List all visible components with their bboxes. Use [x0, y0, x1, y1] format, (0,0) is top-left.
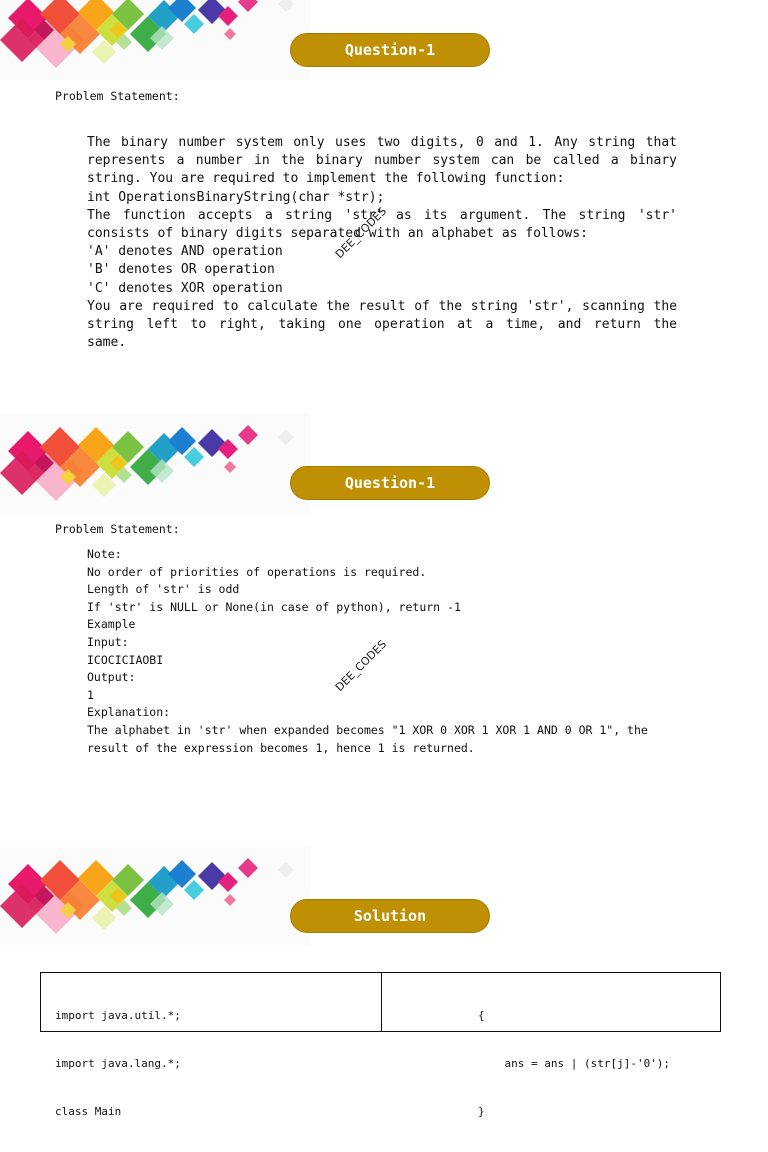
text-line: represents a number in the binary number system can be called a binary [87, 153, 677, 169]
watermark: DEE_CODES [332, 637, 390, 694]
solution-heading-pill [290, 899, 490, 933]
slide-solution [0, 866, 768, 1118]
code-table [40, 972, 721, 1118]
text-line: The alphabet in 'str' when expanded becomes "1 XOR 0 XOR 1 XOR 1 AND 0 OR 1", the [87, 722, 648, 737]
text-line: Output: [87, 670, 136, 685]
problem-statement-label: Problem Statement: [55, 522, 180, 536]
question-heading-text: Question-1 [344, 41, 436, 59]
code-line: } [478, 1105, 485, 1118]
code-line: import java.lang.*; [55, 1057, 181, 1070]
text-line: No order of priorities of operations is required. [87, 564, 427, 579]
text-line: Note: [87, 547, 122, 561]
question-heading-pill [290, 466, 490, 500]
code-column-left [41, 973, 382, 1118]
decorative-diamond-pattern [0, 866, 310, 951]
solution-heading-text: Solution [353, 907, 427, 925]
text-line: Explanation: [87, 705, 171, 720]
question-heading-text: Question-1 [344, 474, 436, 492]
text-line: int OperationsBinaryString(char *str); [87, 189, 385, 205]
text-line: The binary number system only uses two digits, 0 and 1. Any string that [87, 135, 677, 150]
text-line: 'A' denotes AND operation [87, 244, 283, 260]
slide-question-1-part-2 [0, 433, 768, 866]
text-line: You are required to calculate the result of the string 'str', scanning the [87, 298, 677, 314]
text-line: If 'str' is NULL or None(in case of python), return -1 [87, 599, 461, 614]
code-column-right [382, 973, 720, 1118]
text-line: string. You are required to implement the following function: [87, 171, 565, 187]
text-line: consists of binary digits separated with an alphabet as follows: [87, 226, 588, 242]
text-line: 'C' denotes XOR operation [87, 280, 283, 296]
decorative-diamond-pattern [0, 433, 310, 518]
text-line: 'B' denotes OR operation [87, 262, 275, 278]
decorative-diamond-pattern [0, 0, 310, 85]
slide-question-1-part-1 [0, 0, 768, 433]
problem-statement-text [87, 134, 677, 352]
note-and-example-text [87, 546, 687, 757]
text-line: The function accepts a string 'str' as its argument. The string 'str' [87, 207, 677, 223]
text-line: Length of 'str' is odd [87, 582, 240, 597]
text-line: result of the expression becomes 1, hence 1 is returned. [87, 740, 475, 755]
code-line: { [478, 1009, 485, 1022]
text-line: same. [87, 335, 127, 351]
question-heading-pill [290, 33, 490, 67]
watermark: DEE_CODES [332, 204, 390, 261]
code-line: class Main [55, 1105, 122, 1118]
problem-statement-label: Problem Statement: [55, 89, 180, 103]
text-line: 1 [87, 687, 94, 702]
text-line: Input: [87, 634, 129, 649]
text-line: string left to right, taking one operation at a time, and return the [87, 317, 677, 333]
text-line: Example [87, 617, 136, 632]
code-line: import java.util.*; [55, 1009, 181, 1022]
code-line: ans = ans | (str[j]-'0'); [478, 1057, 671, 1070]
text-line: ICOCICIAOBI [87, 652, 164, 667]
